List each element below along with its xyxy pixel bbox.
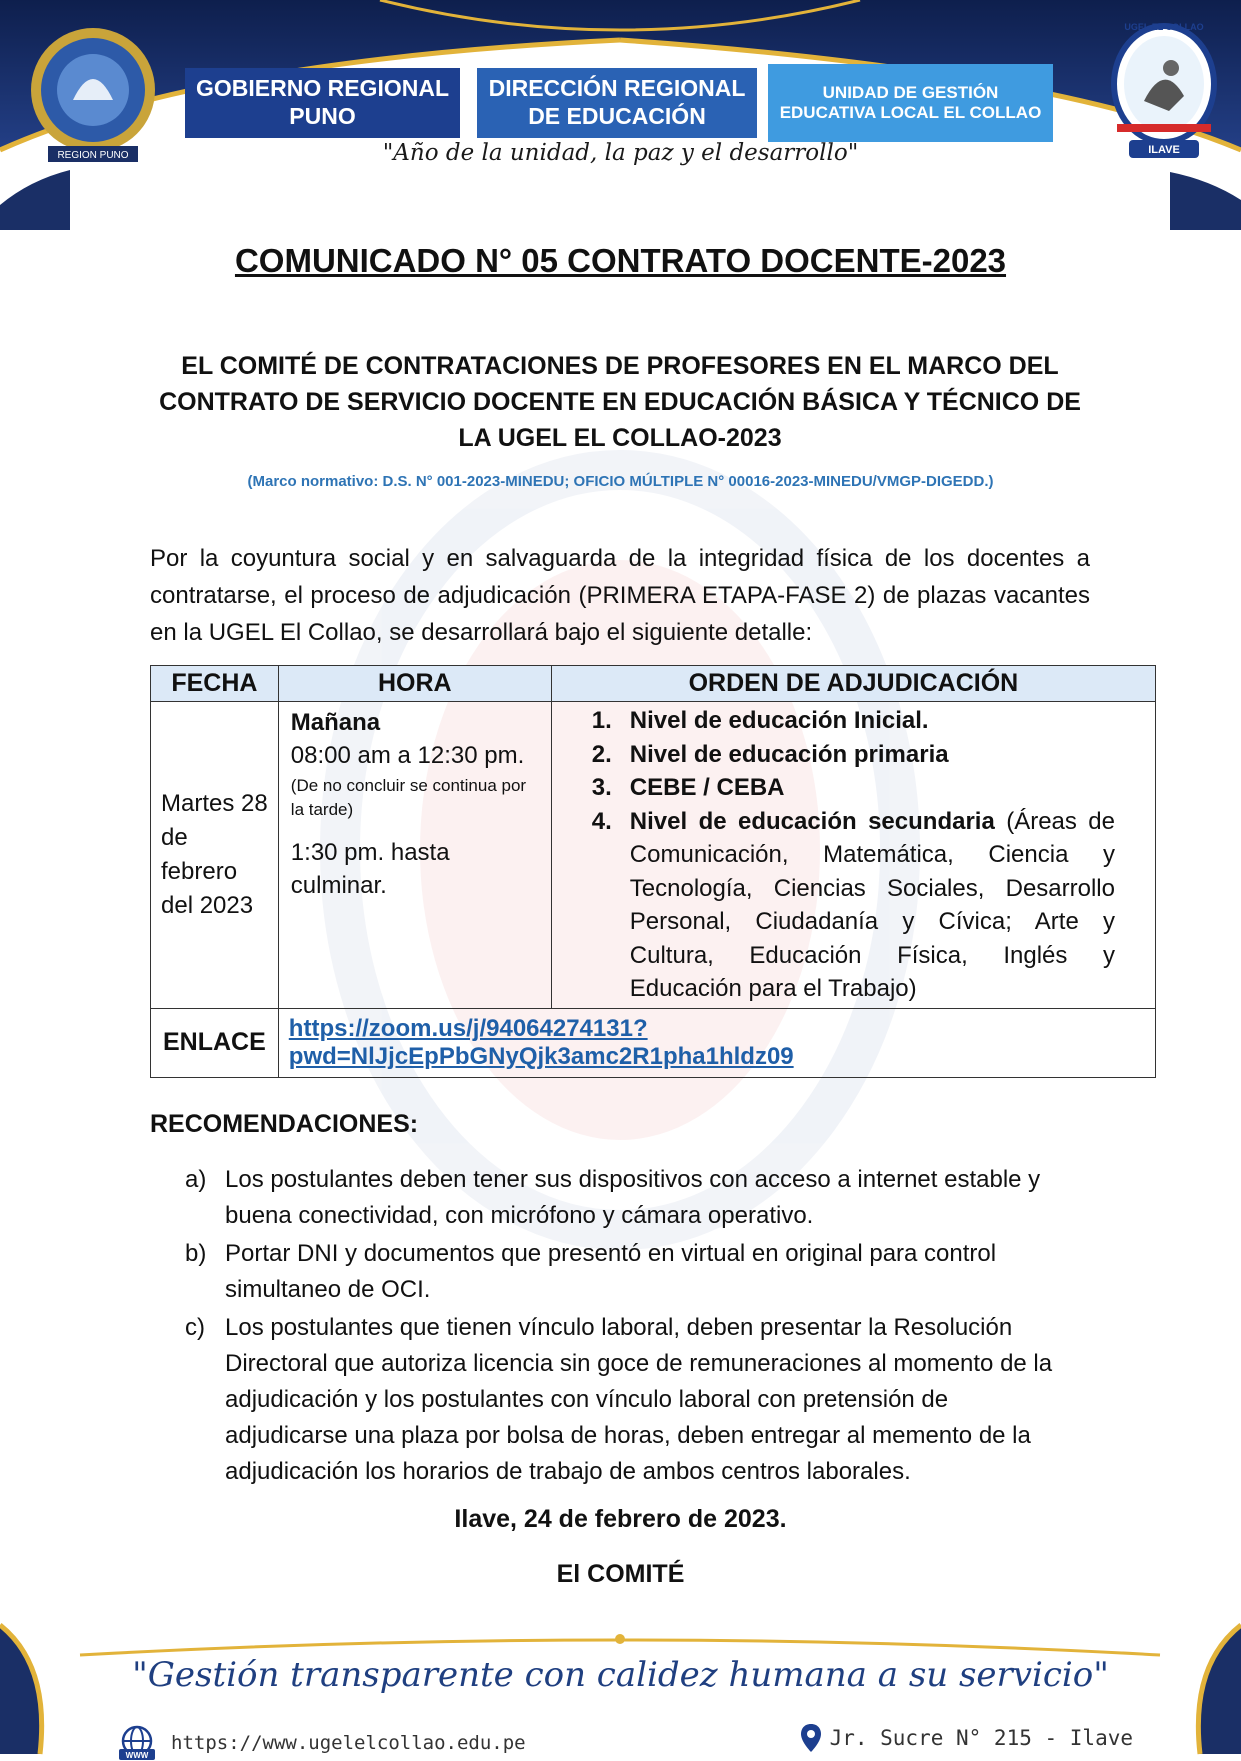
hora-afternoon: 1:30 pm. hasta culminar. <box>290 839 450 899</box>
footer-website <box>115 1725 526 1761</box>
column-header-fecha: FECHA <box>151 666 279 702</box>
orden-cell <box>551 702 1155 1009</box>
ugel-label: UNIDAD DE GESTIÓN EDUCATIVA LOCAL EL COLLAO <box>768 64 1053 142</box>
zoom-link[interactable]: https://zoom.us/j/94064274131?pwd=NlJjcEpPbGNyQjk3amc2R1pha1hldz09 <box>288 1014 794 1070</box>
table-header-row <box>151 666 1156 702</box>
location-pin-icon <box>800 1723 822 1753</box>
logo-right-arc-text: UGEL EL COLLAO <box>1124 22 1204 32</box>
column-header-hora: HORA <box>278 666 551 702</box>
schedule-table <box>150 665 1156 1078</box>
page-title: COMUNICADO N° 05 CONTRATO DOCENTE-2023 <box>234 242 1007 279</box>
logo-left-caption: REGION PUNO <box>57 150 129 161</box>
list-item: 1. Nivel de educación Inicial. <box>591 707 929 734</box>
fecha-cell: Martes 28 de febrero del 2023 <box>151 702 279 1009</box>
intro-paragraph: Por la coyuntura social y en salvaguarda de la integridad física de los docentes a contratarse, el proceso de adjudicación (PRIMERA ETAPA-FASE 2) de plazas vacantes en la UGEL El Collao, se desarrollará bajo el siguiente detalle: <box>150 545 1090 646</box>
list-item: 2. Nivel de educación primaria <box>591 740 949 768</box>
list-item: 3. CEBE / CEBA <box>591 774 785 801</box>
address-text: Jr. Sucre N° 215 - Ilave <box>829 1726 1133 1750</box>
logo-right-caption: ILAVE <box>1148 144 1180 156</box>
enlace-cell <box>278 1008 1155 1077</box>
page-footer <box>0 1605 1241 1760</box>
hora-range: 08:00 am a 12:30 pm. <box>290 742 525 769</box>
direccion-regional-label: DIRECCIÓN REGIONAL DE EDUCACIÓN <box>477 68 757 138</box>
footer-address <box>800 1723 1133 1753</box>
website-url[interactable]: https://www.ugelelcollao.edu.pe <box>171 1732 526 1754</box>
document-subtitle: EL COMITÉ DE CONTRATACIONES DE PROFESORES EN EL MARCO DEL CONTRATO DE SERVICIO DOCENTE EN EDUCACIÓN BÁSICA Y TÉCNICO DE LA UGEL EL COLLAO-2023 <box>159 352 1081 452</box>
globe-icon <box>115 1725 159 1761</box>
list-item: 4. Nivel de educación secundaria (Áreas de Comunicación, Matemática, Ciencia y Tecnología, Ciencias Sociales, Desarrollo Personal, Ciudadanía y Cívica; Arte y Cultura, Educación Física, Inglés y Educación para el Trabajo) <box>591 807 1115 1002</box>
orden-list <box>592 704 1115 1006</box>
gobierno-regional-label: GOBIERNO REGIONAL PUNO <box>185 68 460 138</box>
recommendations-title: RECOMENDACIONES: <box>150 1110 419 1138</box>
place-and-date: Ilave, 24 de febrero de 2023. <box>454 1505 787 1533</box>
hora-cell <box>278 702 551 1009</box>
list-item: b) Portar DNI y documentos que presentó en virtual en original para control simultaneo de OCI. <box>185 1240 997 1303</box>
year-motto: "Año de la unidad, la paz y el desarrollo" <box>382 140 859 166</box>
column-header-orden: ORDEN DE ADJUDICACIÓN <box>551 666 1155 702</box>
recommendations-list <box>185 1162 1075 1492</box>
hora-title: Mañana <box>290 709 381 736</box>
hora-note: (De no concluir se continua por la tarde) <box>290 776 527 819</box>
page-header <box>0 0 1241 230</box>
table-row <box>151 702 1156 1009</box>
list-item: c) Los postulantes que tienen vínculo laboral, deben presentar la Resolución Directoral que autoriza licencia sin goce de remuneraciones al momento de la adjudicación y los postulantes con vínculo laboral con pretensión de adjudicarse una plaza por bolsa de horas, deben entregar al memento de la adjudicación los horarios de trabajo de ambos centros laborales. <box>185 1314 1053 1485</box>
enlace-label: ENLACE <box>151 1008 279 1077</box>
legal-framework-note: (Marco normativo: D.S. N° 001-2023-MINEDU; OFICIO MÚLTIPLE N° 00016-2023-MINEDU/VMGP-DIGEDD.) <box>247 473 994 490</box>
footer-slogan: "Gestión transparente con calidez humana a su servicio" <box>132 1655 1109 1695</box>
table-row-enlace <box>151 1008 1156 1077</box>
list-item: a) Los postulantes deben tener sus dispositivos con acceso a internet estable y buena conectividad, con micrófono y cámara operativo. <box>185 1166 1041 1229</box>
signature: El COMITÉ <box>556 1560 685 1588</box>
svg-text:WWW: WWW <box>125 1751 149 1760</box>
